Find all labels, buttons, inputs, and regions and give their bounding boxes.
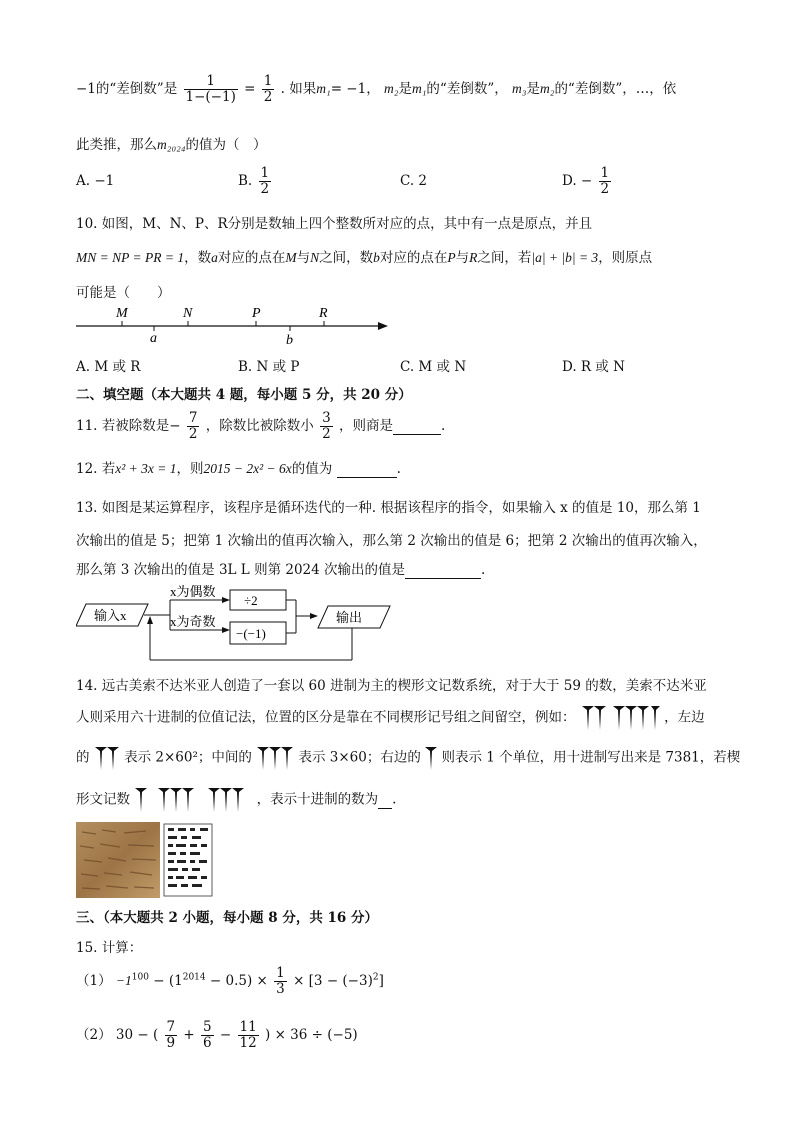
fraction: $\frac{1}{2}$ [263,73,273,105]
answer-blank [393,418,441,435]
q13-line2: 次输出的值是 5；把第 1 次输出的值再次输入，那么第 2 次输出的值是 6；把第 2 次输出的值再次输入， [76,533,707,549]
axis-label-p: P [252,306,261,321]
section-heading-fill-in: 二、填空题（本大题共 4 题，每小题 5 分，共 20 分） [76,387,412,403]
q15-part1: $(1) -1^{100} - (1^{2014} - 0.5)$ × $\frac{1}{3}$ × $[3 - (-3)^2]$ [76,965,384,997]
q13-line3: 那么第 3 次输出的值是 3L L 则第 2024 次输出的值是 . [76,562,486,578]
q14-line3: 的 表示 2×60²；中间的 表示 3×60；右边的 则表示 1 个单位，用十进制写出来是 7381，若楔 [76,745,740,771]
flow-output: 输出 [336,610,363,625]
q10-option-b: B. N 或 P [238,359,300,375]
q9-option-a: A. −1 [76,173,115,189]
q14-line2: 人则采用六十进制的位值记法，位置的区分是靠在不同楔形记号组之间留空，例如： ，左边 [76,704,705,732]
q10-option-d: D. R 或 N [562,359,625,375]
cuneiform-one-icon [425,745,437,771]
q10-option-c: C. M 或 N [400,359,467,375]
cuneiform-example-icon [580,704,660,732]
number-line [76,302,396,348]
q15-title: 15. 计算： [76,940,143,956]
q10-option-a: A. M 或 R [76,359,141,375]
flow-input: 输入x [94,608,127,623]
q9-option-b: B. $\frac{1}{2}$ [238,165,270,197]
cuneiform-three-icon [256,745,294,771]
section-heading-three: 三、（本大题共 2 小题，每小题 8 分，共 16 分） [76,910,379,926]
q10-line3: 可能是（ ） [76,285,171,301]
axis-label-m: M [116,306,128,321]
q14-line1: 14. 远古美索不达米亚人创造了一套以 60 进制为主的楔形文记数系统，对于大于 59 的数，美索不达米亚 [76,678,707,694]
flow-even-label: x为偶数 [170,584,216,599]
q14-line4: 形文记数 ，表示十进制的数为 . [76,786,396,814]
q10-line1: 10. 如图，M、N、P、R分别是数轴上四个整数所对应的点，其中有一点是原点，并且 [76,216,593,232]
answer-blank [405,562,481,579]
q9-line2: 此类推，那么m₂₀₂₄的值为（ ） [76,137,267,153]
q15-part2: （2） 30 − ( $\frac{7}{9}$ + $\frac{5}{6}$ − $\frac{11}{12}$ ) × 36 ÷ (−5) [76,1019,358,1051]
axis-label-a: a [150,331,157,346]
axis-label-b: b [286,333,293,348]
cuneiform-two-icon [94,745,120,771]
fraction: $\frac{1}{1-(-1)}$ [185,73,236,105]
clay-tablet-image [76,822,214,898]
cuneiform-question-icon [134,786,252,814]
q9-option-d: D. − $\frac{1}{2}$ [562,165,610,197]
axis-label-r: R [319,306,328,321]
flow-odd-label: x为奇数 [170,614,216,629]
q13-line1: 13. 如图是某运算程序，该程序是循环迭代的一种. 根据该程序的指令，如果输入 x 的值是 10，那么第 1 [76,500,701,516]
q12: 12. 若x² + 3x = 1，则2015 − 2x² − 6x的值为 . [76,461,401,477]
q10-line2: MN = NP = PR = 1，数a对应的点在M与N之间，数b对应的点在P与R之间，若|a| + |b| = 3，则原点 [76,250,653,266]
flowchart [76,582,446,664]
q9-line1: −1的“差倒数”是 $\frac{1}{1-(-1)}$ = $\frac{1}{2}$ . 如果m₁= −1， m₂是m₁的“差倒数”， m₃是m₂的“差倒数”，…，依 [76,73,677,105]
axis-label-n: N [183,306,193,321]
q11: 11. 若被除数是− $\frac{7}{2}$ ，除数比被除数小 $\frac{3}{2}$ ，则商是 . [76,410,446,442]
flow-op-odd: −(−1) [236,626,266,641]
answer-blank [337,461,397,478]
q9-option-c: C. 2 [400,173,428,189]
flow-op-even: ÷2 [244,593,258,608]
